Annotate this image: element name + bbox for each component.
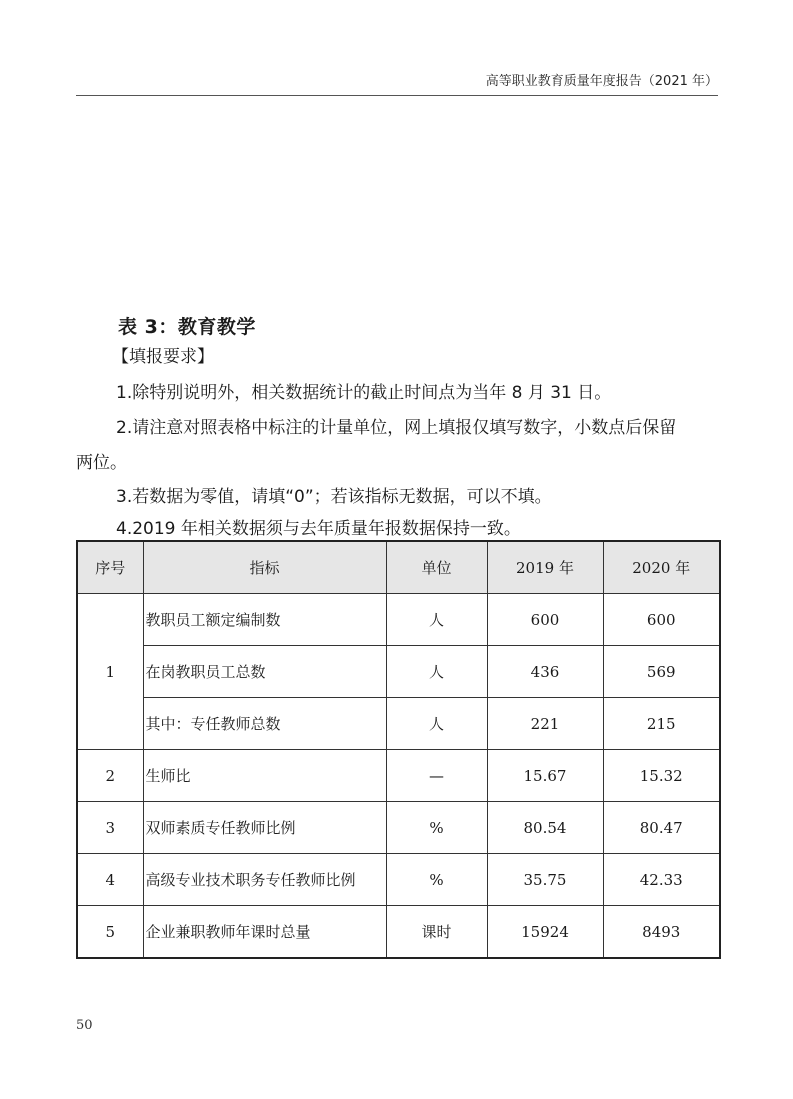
row-value-2020: 600 xyxy=(603,594,720,646)
row-index: 4 xyxy=(77,854,143,906)
instruction-2: 2.请注意对照表格中标注的计量单位，网上填报仅填写数字，小数点后保留 xyxy=(116,418,677,438)
row-value-2019: 600 xyxy=(487,594,603,646)
instruction-1: 1.除特别说明外，相关数据统计的截止时间点为当年 8 月 31 日。 xyxy=(116,383,612,403)
row-value-2019: 436 xyxy=(487,646,603,698)
table-row xyxy=(77,802,720,854)
row-value-2019: 15924 xyxy=(487,906,603,959)
table-row xyxy=(77,646,720,698)
row-indicator: 生师比 xyxy=(143,750,386,802)
running-header: 高等职业教育质量年度报告（2021 年） xyxy=(485,74,718,89)
row-indicator: 在岗教职员工总数 xyxy=(143,646,386,698)
row-value-2020: 80.47 xyxy=(603,802,720,854)
row-value-2020: 215 xyxy=(603,698,720,750)
page-number: 50 xyxy=(76,1018,93,1033)
row-unit: % xyxy=(386,802,487,854)
header-unit: 单位 xyxy=(386,541,487,594)
row-value-2019: 35.75 xyxy=(487,854,603,906)
table-row xyxy=(77,854,720,906)
row-value-2019: 80.54 xyxy=(487,802,603,854)
row-value-2020: 42.33 xyxy=(603,854,720,906)
table-row xyxy=(77,750,720,802)
header-indicator: 指标 xyxy=(143,541,386,594)
instruction-3: 3.若数据为零值，请填“0”；若该指标无数据，可以不填。 xyxy=(116,487,552,507)
table-row xyxy=(77,698,720,750)
table-row xyxy=(77,906,720,959)
row-unit: 人 xyxy=(386,594,487,646)
header-rule xyxy=(76,95,718,96)
education-teaching-table xyxy=(76,540,721,959)
header-2019: 2019 年 xyxy=(487,541,603,594)
instructions-heading: 【填报要求】 xyxy=(112,347,214,367)
row-unit: 人 xyxy=(386,646,487,698)
row-value-2020: 8493 xyxy=(603,906,720,959)
section-title: 表 3：教育教学 xyxy=(118,316,256,338)
row-indicator: 教职员工额定编制数 xyxy=(143,594,386,646)
row-value-2020: 569 xyxy=(603,646,720,698)
row-index: 3 xyxy=(77,802,143,854)
row-value-2020: 15.32 xyxy=(603,750,720,802)
table-header-row xyxy=(77,541,720,594)
row-indicator: 双师素质专任教师比例 xyxy=(143,802,386,854)
row-indicator: 高级专业技术职务专任教师比例 xyxy=(143,854,386,906)
row-indicator: 其中：专任教师总数 xyxy=(143,698,386,750)
row-value-2019: 221 xyxy=(487,698,603,750)
row-unit: % xyxy=(386,854,487,906)
row-index: 1 xyxy=(77,594,143,750)
row-unit: 人 xyxy=(386,698,487,750)
row-index: 5 xyxy=(77,906,143,959)
header-2020: 2020 年 xyxy=(603,541,720,594)
table-row xyxy=(77,594,720,646)
instruction-4: 4.2019 年相关数据须与去年质量年报数据保持一致。 xyxy=(116,519,521,539)
header-index: 序号 xyxy=(77,541,143,594)
row-unit: 课时 xyxy=(386,906,487,959)
row-value-2019: 15.67 xyxy=(487,750,603,802)
row-index: 2 xyxy=(77,750,143,802)
row-unit: — xyxy=(386,750,487,802)
instruction-2-continued: 两位。 xyxy=(76,453,127,473)
row-indicator: 企业兼职教师年课时总量 xyxy=(143,906,386,959)
